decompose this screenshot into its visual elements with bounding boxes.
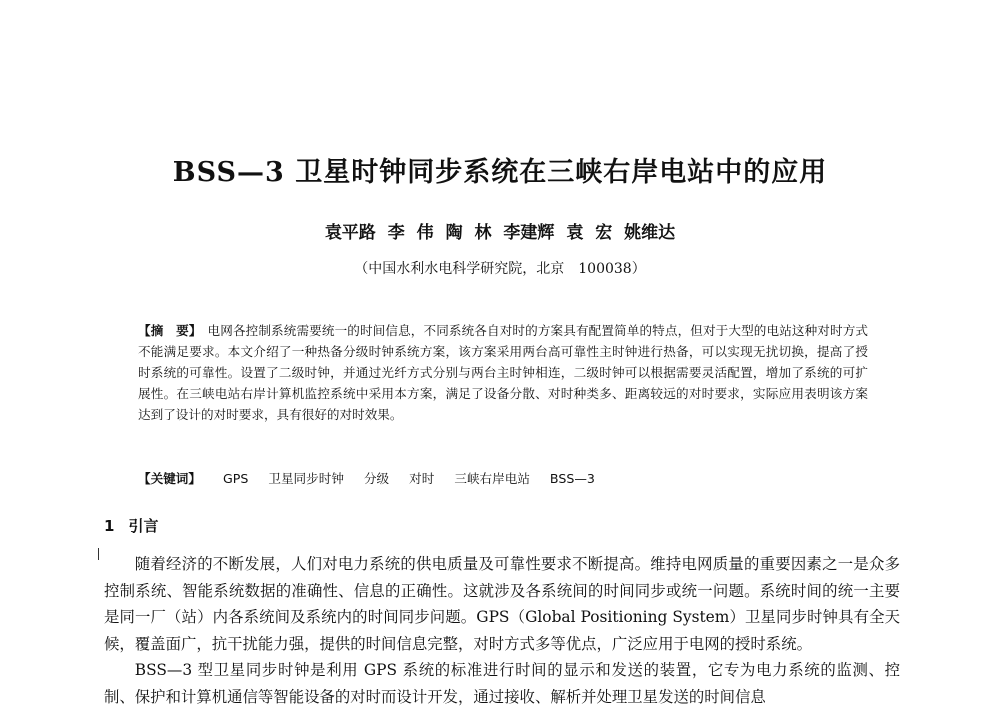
paragraph: 随着经济的不断发展，人们对电力系统的供电质量及可靠性要求不断提高。维持电网质量的重要因素之一是众多控制系统、智能系统数据的准确性、信息的正确性。这就涉及各系统间的时间同步或统一问题。系统时间的统一主要是同一厂（站）内各系统间及系统内的时间同步问题。GPS（Global Positioning System）卫星同步时钟具有全天候，覆盖面广，抗干扰能力强，提供的时间信息完整，对时方式多等优点，广泛应用于电网的授时系统。 [104, 555, 900, 653]
keyword: GPS [222, 471, 249, 486]
keywords [138, 468, 868, 489]
keyword: 卫星同步时钟 [268, 471, 344, 486]
abstract [138, 320, 868, 425]
paper-title: BSS—3 卫星时钟同步系统在三峡右岸电站中的应用 [172, 157, 828, 188]
keywords-label: 【关键词】 [138, 471, 201, 486]
keyword: 对时 [409, 471, 435, 486]
affiliation: （中国水利水电科学研究院，北京 100038） [354, 261, 646, 277]
keyword: 分级 [363, 471, 390, 486]
author-list: 袁平路 李 伟 陶 林 李建辉 袁 宏 姚维达 [324, 223, 676, 243]
body-text [104, 551, 900, 710]
keyword: 三峡右岸电站 [454, 471, 530, 486]
paragraph: BSS—3 型卫星同步时钟是利用 GPS 系统的标准进行时间的显示和发送的装置，它专为电力系统的监测、控制、保护和计算机通信等智能设备的对时而设计开发，通过接收、解析并处理卫星发送的时间信息 [104, 661, 900, 706]
abstract-text: 电网各控制系统需要统一的时间信息，不同系统各自对时的方案具有配置简单的特点，但对于大型的电站这种对时方式不能满足要求。本文介绍了一种热备分级时钟系统方案，该方案采用两台高可靠性主时钟进行热备，可以实现无扰切换，提高了授时系统的可靠性。设置了二级时钟，并通过光纤方式分别与两台主时钟相连，二级时钟可以根据需要灵活配置，增加了系统的可扩展性。在三峡电站右岸计算机监控系统中采用本方案，满足了设备分散、对时种类多、距离较远的对时要求，实际应用表明该方案达到了设计的对时要求，具有很好的对时效果。 [138, 323, 869, 422]
section-title: 引言 [128, 517, 159, 535]
section-number: 1 [104, 517, 115, 535]
margin-mark [98, 548, 99, 560]
keyword: BSS—3 [549, 471, 595, 486]
abstract-label: 【摘 要】 [138, 323, 202, 338]
section-heading [104, 515, 158, 536]
